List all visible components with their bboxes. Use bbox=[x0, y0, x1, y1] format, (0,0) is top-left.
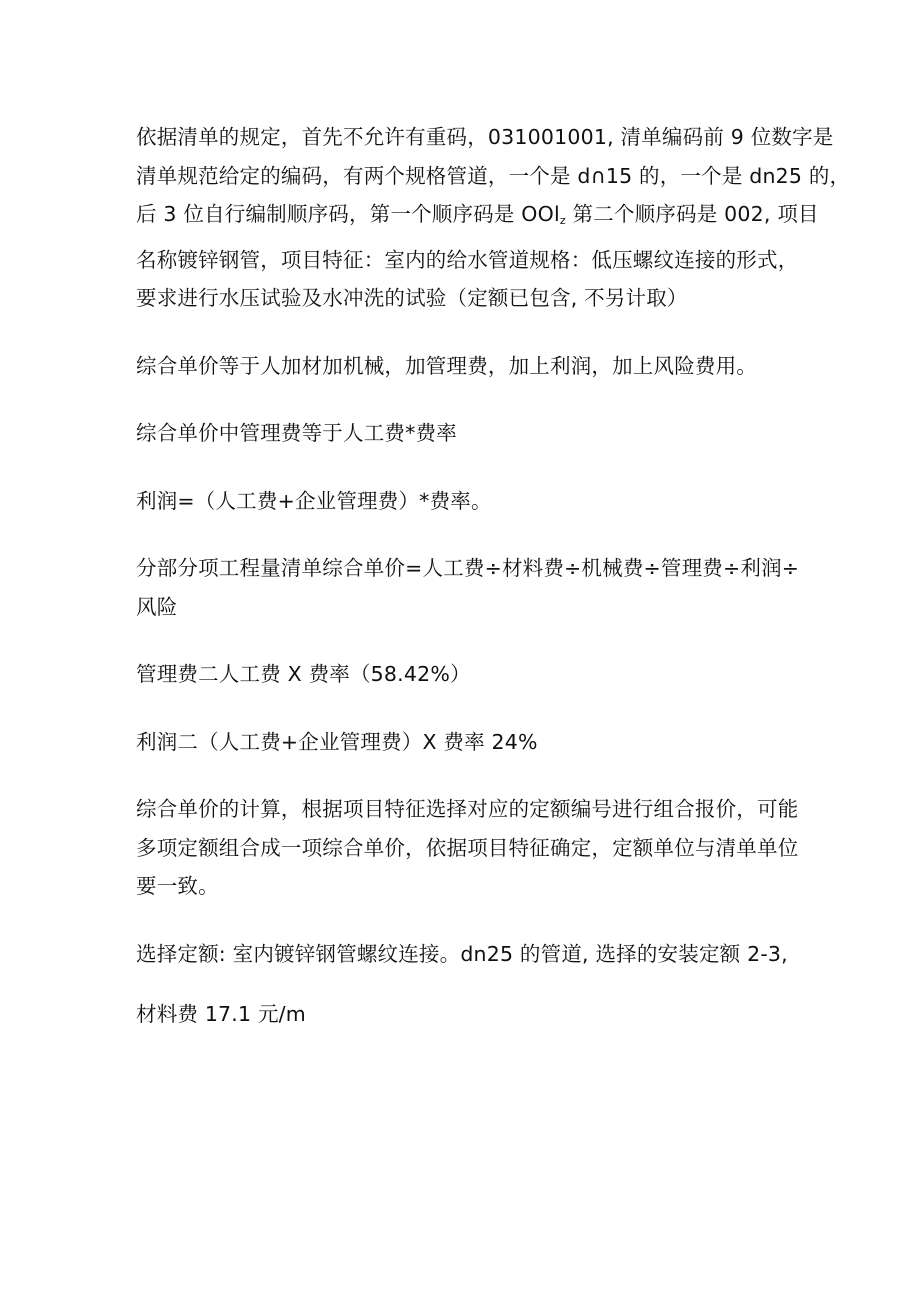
text-line: 综合单价中管理费等于人工费*费率 bbox=[136, 421, 457, 445]
text-line: 综合单价的计算，根据项目特征选择对应的定额编号进行组合报价，可能 bbox=[136, 797, 799, 821]
text-segment: 第二个顺序码是 002, 项目 bbox=[565, 202, 819, 226]
text-line: 材料费 17.1 元/m bbox=[136, 1002, 306, 1026]
text-line: 要求进行水压试验及水冲洗的试验（定额已包含, 不另计取） bbox=[136, 286, 688, 310]
paragraph-material-cost bbox=[136, 995, 796, 1034]
text-line: 要一致。 bbox=[136, 874, 219, 898]
document-body bbox=[136, 118, 851, 1063]
paragraph-itemized-unit-price bbox=[136, 549, 800, 626]
text-line: 分部分项工程量清单综合单价=人工费÷材料费÷机械费÷管理费÷利润÷ bbox=[136, 556, 800, 580]
text-line: 综合单价等于人加材加机械，加管理费，加上利润，加上风险费用。 bbox=[136, 353, 757, 378]
paragraph-management-fee-rate bbox=[136, 655, 796, 694]
text-line: 利润=（人工费+企业管理费）*费率。 bbox=[136, 488, 492, 513]
text-line: 清单规范给定的编码，有两个规格管道，一个是 d∩15 的，一个是 dn25 的， bbox=[136, 163, 851, 188]
paragraph-profit-formula bbox=[136, 482, 796, 521]
paragraph-unit-price-definition bbox=[136, 347, 796, 386]
text-segment: 后 3 位自行编制顺序码，第一个顺序码是 OOl bbox=[136, 202, 560, 226]
text-line: 依据清单的规定，首先不允许有重码，031001001, 清单编码前 9 位数字是 bbox=[136, 125, 834, 149]
paragraph-profit-rate bbox=[136, 723, 796, 762]
text-line: 名称镀锌钢管，项目特征：室内的给水管道规格：低压螺纹连接的形式， bbox=[136, 247, 799, 272]
subscript-mark: z bbox=[559, 214, 566, 227]
paragraph-quota-selection bbox=[136, 935, 796, 974]
paragraph-unit-price-calculation bbox=[136, 790, 799, 906]
text-line: 选择定额: 室内镀锌钢管螺纹连接。dn25 的管道, 选择的安装定额 2-3, bbox=[136, 941, 788, 966]
paragraph-bill-code-rules bbox=[136, 118, 851, 318]
text-line bbox=[136, 195, 819, 241]
text-line: 风险 bbox=[136, 594, 178, 619]
paragraph-management-fee bbox=[136, 414, 796, 453]
text-line: 管理费二人工费 X 费率（58.42%） bbox=[136, 662, 471, 686]
text-line: 利润二（人工费+企业管理费）X 费率 24% bbox=[136, 729, 538, 754]
text-line: 多项定额组合成一项综合单价，依据项目特征确定，定额单位与清单单位 bbox=[136, 835, 799, 860]
